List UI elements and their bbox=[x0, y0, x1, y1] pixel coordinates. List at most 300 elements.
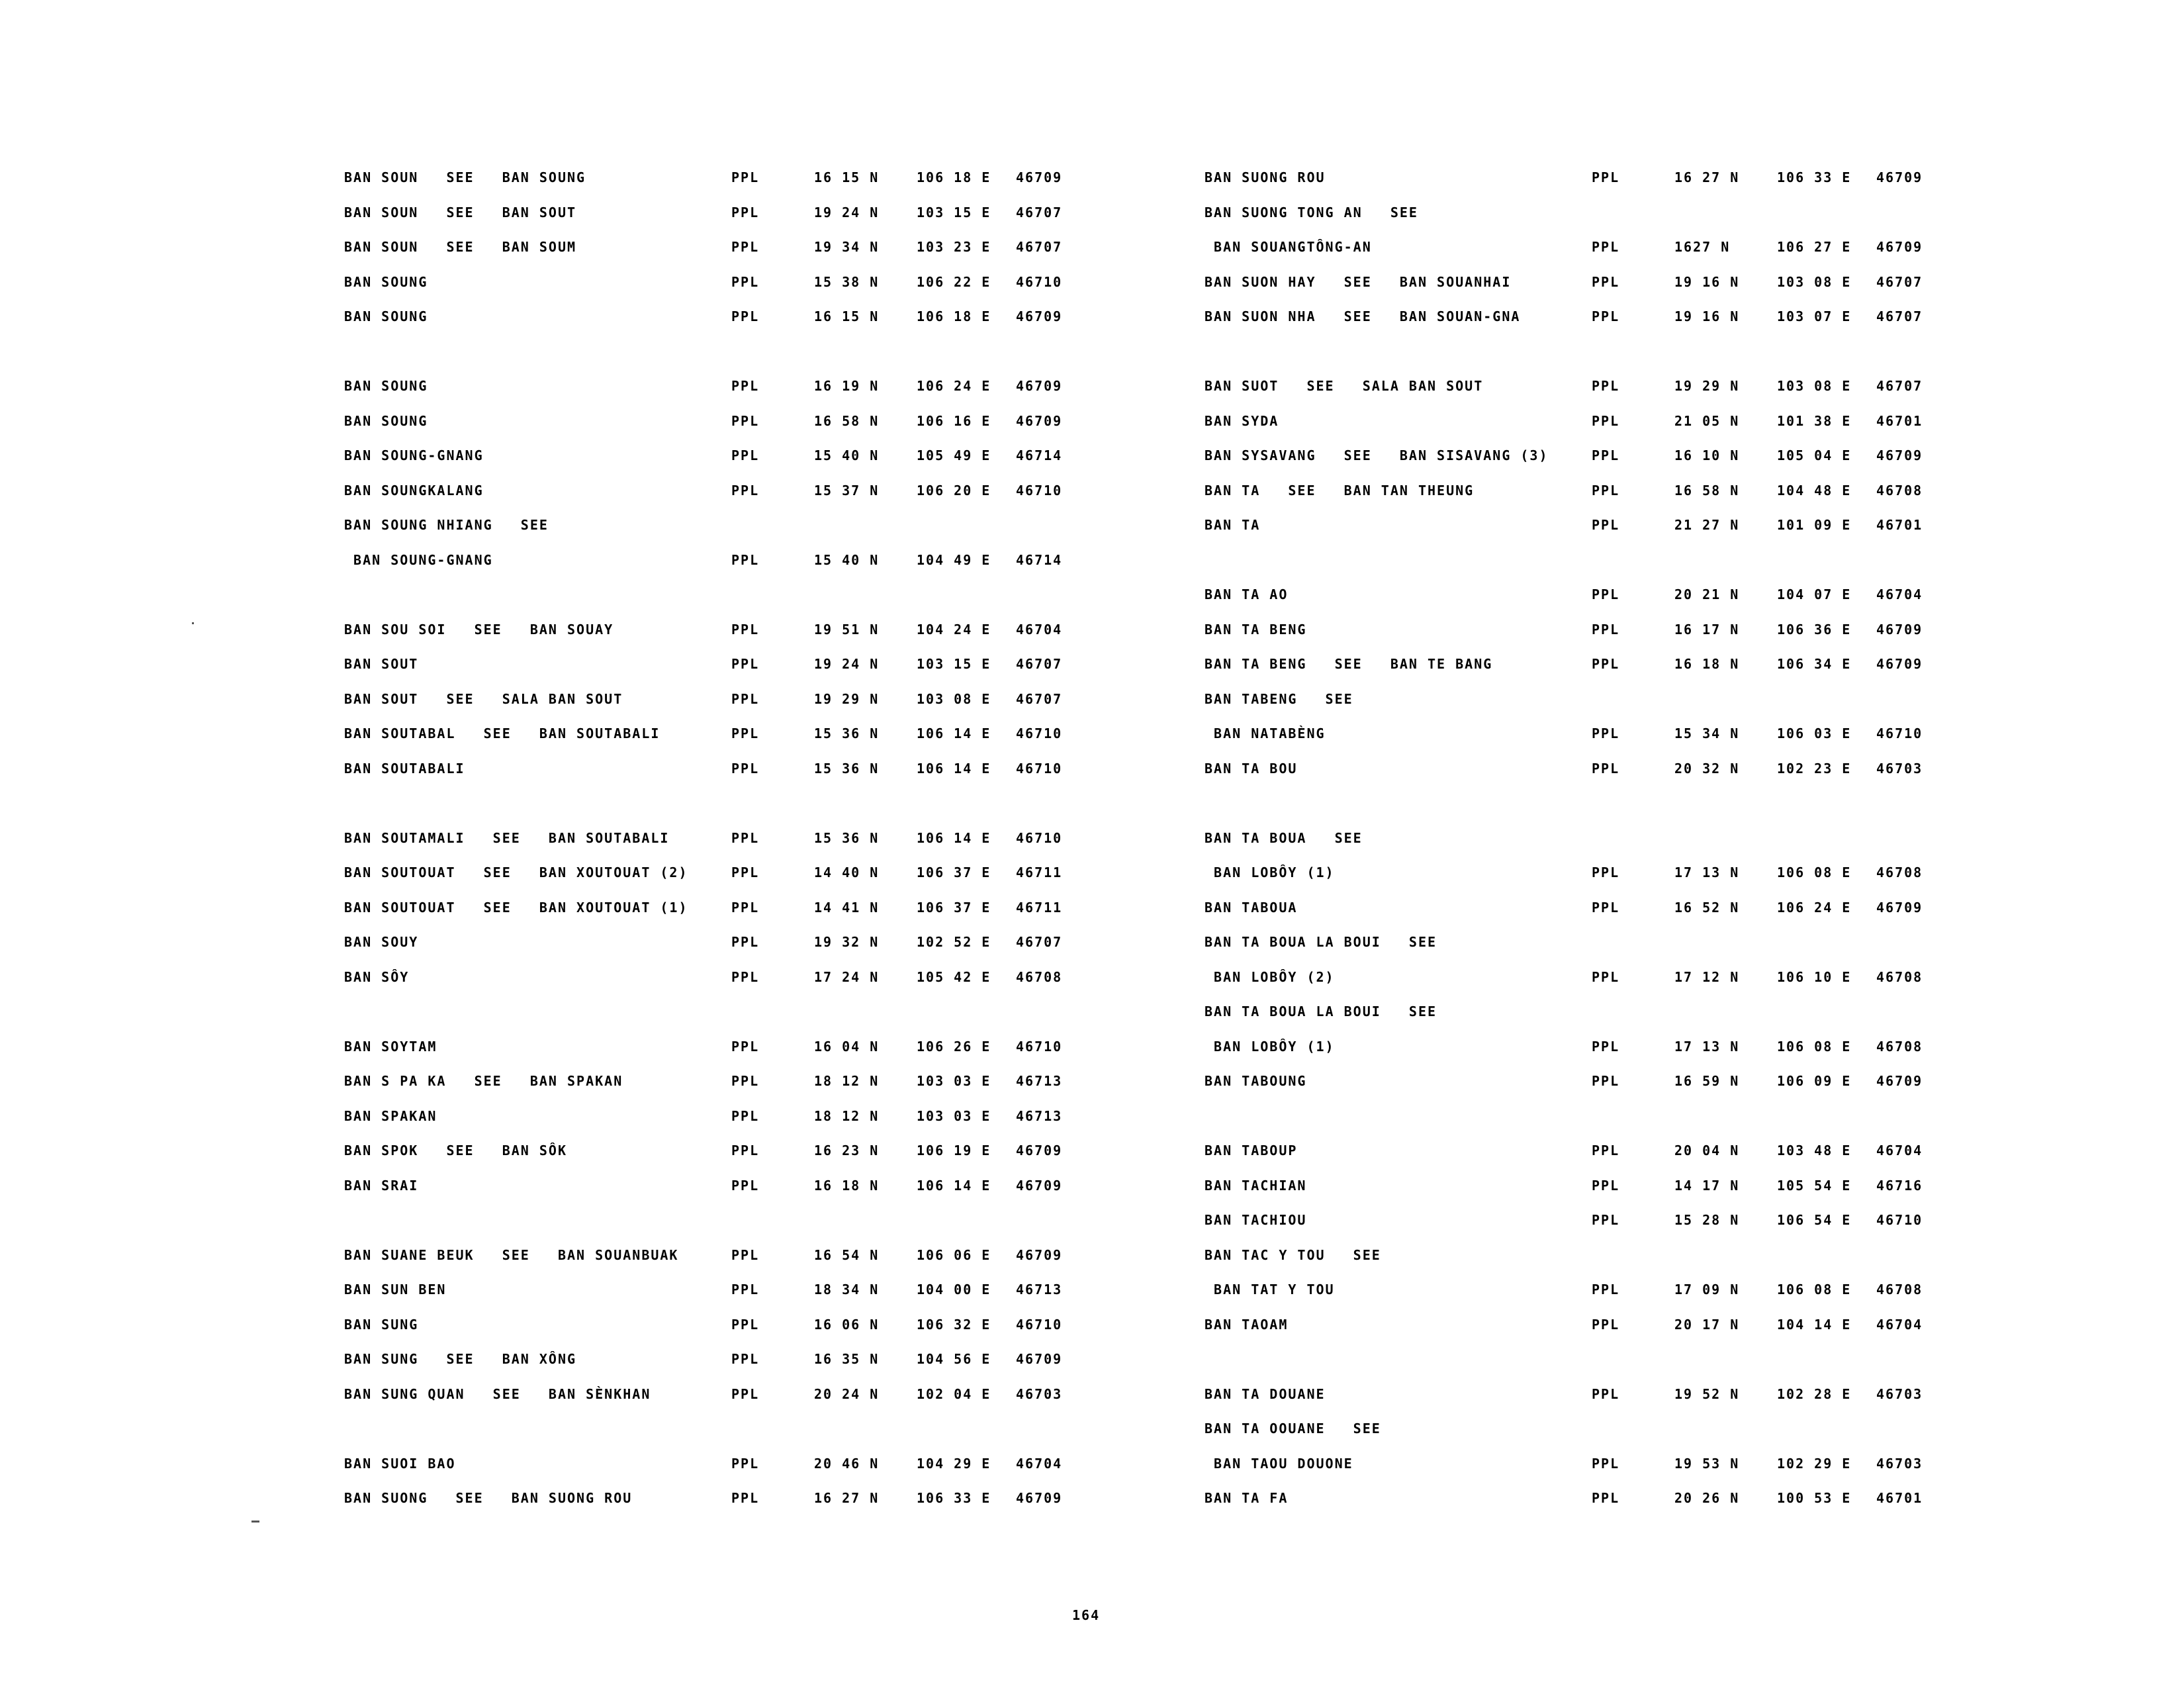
entry-name: BAN TACHIOU bbox=[1205, 1212, 1307, 1228]
entry-code: 46701 bbox=[1876, 412, 1923, 429]
entry-latitude: 16 59 N bbox=[1674, 1073, 1740, 1089]
entry-row bbox=[344, 900, 1165, 935]
entry-name: BAN SUN BEN bbox=[344, 1282, 447, 1297]
entry-latitude: 20 32 N bbox=[1674, 760, 1740, 776]
entry-name: BAN SPOK SEE BAN SÔK bbox=[344, 1143, 567, 1158]
entry-type: PPL bbox=[1592, 1490, 1620, 1506]
entry-latitude: 14 41 N bbox=[814, 899, 880, 915]
entry-row bbox=[1205, 1282, 2025, 1317]
entry-name: BAN SOUNG-GNANG bbox=[344, 447, 484, 463]
entry-latitude: 20 24 N bbox=[814, 1385, 880, 1402]
entry-longitude: 106 19 E bbox=[917, 1143, 991, 1158]
entry-type: PPL bbox=[731, 1073, 760, 1089]
entry-name: BAN SUON HAY SEE BAN SOUANHAI bbox=[1205, 273, 1512, 290]
entry-row bbox=[1205, 830, 2025, 865]
entry-row bbox=[344, 517, 1165, 552]
entry-latitude: 16 58 N bbox=[1674, 482, 1740, 498]
entry-name: BAN TAOAM bbox=[1205, 1316, 1289, 1333]
entry-type: PPL bbox=[731, 1143, 760, 1158]
entry-type: PPL bbox=[731, 482, 760, 498]
entry-name: BAN LOBÔY (1) bbox=[1205, 865, 1335, 880]
entry-name: BAN TA BOU bbox=[1205, 760, 1298, 776]
entry-row bbox=[1205, 1178, 2025, 1213]
entry-row bbox=[1205, 761, 2025, 796]
entry-longitude: 106 27 E bbox=[1777, 239, 1852, 255]
entry-name: BAN TA OOUANE SEE bbox=[1205, 1421, 1381, 1436]
entry-longitude: 106 32 E bbox=[917, 1316, 991, 1333]
entry-row bbox=[344, 169, 1165, 205]
entry-type: PPL bbox=[1592, 968, 1620, 985]
entry-row bbox=[344, 1456, 1165, 1491]
entry-name: BAN SUONG SEE BAN SUONG ROU bbox=[344, 1490, 633, 1506]
entry-row bbox=[344, 726, 1165, 761]
entry-latitude: 17 13 N bbox=[1674, 865, 1740, 880]
entry-row bbox=[1205, 239, 2025, 274]
entry-row bbox=[344, 1178, 1165, 1213]
entry-name: BAN SOYTAM bbox=[344, 1038, 437, 1055]
row-spacer bbox=[1205, 795, 2025, 830]
entry-row bbox=[1205, 1421, 2025, 1456]
entry-type: PPL bbox=[1592, 621, 1620, 637]
entry-longitude: 104 07 E bbox=[1777, 586, 1852, 602]
entry-latitude: 18 12 N bbox=[814, 1107, 880, 1124]
entry-longitude: 106 18 E bbox=[917, 169, 991, 185]
entry-type: PPL bbox=[731, 865, 760, 880]
entry-latitude: 19 16 N bbox=[1674, 308, 1740, 324]
entry-code: 46708 bbox=[1016, 968, 1063, 985]
entry-row bbox=[344, 1490, 1165, 1525]
entry-latitude: 15 36 N bbox=[814, 726, 880, 741]
entry-latitude: 17 12 N bbox=[1674, 968, 1740, 985]
entry-name: BAN SOUNG bbox=[344, 378, 428, 394]
entry-longitude: 106 24 E bbox=[917, 378, 991, 394]
entry-name: BAN TABENG SEE bbox=[1205, 690, 1353, 707]
entry-type: PPL bbox=[1592, 482, 1620, 498]
entry-code: 46709 bbox=[1016, 378, 1063, 394]
entry-latitude: 19 29 N bbox=[1674, 378, 1740, 394]
entry-row bbox=[1205, 517, 2025, 552]
entry-longitude: 106 10 E bbox=[1777, 968, 1852, 985]
entry-type: PPL bbox=[731, 308, 760, 324]
entry-latitude: 20 26 N bbox=[1674, 1490, 1740, 1506]
entry-row bbox=[344, 830, 1165, 865]
entry-row bbox=[1205, 1073, 2025, 1108]
entry-latitude: 15 34 N bbox=[1674, 726, 1740, 741]
entry-longitude: 103 48 E bbox=[1777, 1143, 1852, 1158]
entry-type: PPL bbox=[731, 273, 760, 290]
entry-longitude: 106 14 E bbox=[917, 760, 991, 776]
entry-code: 46708 bbox=[1876, 482, 1923, 498]
entry-longitude: 101 38 E bbox=[1777, 412, 1852, 429]
entry-code: 46709 bbox=[1876, 656, 1923, 672]
entry-longitude: 104 56 E bbox=[917, 1351, 991, 1367]
entry-name: BAN SPAKAN bbox=[344, 1107, 437, 1124]
entry-name: BAN TACHIAN bbox=[1205, 1177, 1307, 1194]
entry-longitude: 102 52 E bbox=[917, 934, 991, 950]
entry-code: 46704 bbox=[1876, 1316, 1923, 1333]
entry-latitude: 16 19 N bbox=[814, 378, 880, 394]
entry-row bbox=[344, 622, 1165, 657]
entry-code: 46704 bbox=[1876, 1143, 1923, 1158]
entry-row bbox=[1205, 413, 2025, 448]
entry-code: 46708 bbox=[1876, 1282, 1923, 1297]
entry-row bbox=[1205, 726, 2025, 761]
entry-code: 46704 bbox=[1016, 621, 1063, 637]
entry-row bbox=[344, 308, 1165, 344]
row-spacer bbox=[344, 1421, 1165, 1456]
entry-longitude: 103 08 E bbox=[917, 690, 991, 707]
entry-latitude: 16 18 N bbox=[814, 1177, 880, 1194]
entry-code: 46710 bbox=[1016, 482, 1063, 498]
entry-name: BAN TA BOUA SEE bbox=[1205, 829, 1363, 846]
entry-type: PPL bbox=[731, 1246, 760, 1263]
entry-latitude: 16 23 N bbox=[814, 1143, 880, 1158]
entry-code: 46708 bbox=[1876, 968, 1923, 985]
entry-code: 46711 bbox=[1016, 899, 1063, 915]
entry-type: PPL bbox=[1592, 308, 1620, 324]
entry-latitude: 16 54 N bbox=[814, 1246, 880, 1263]
entry-code: 46713 bbox=[1016, 1073, 1063, 1089]
entry-longitude: 104 00 E bbox=[917, 1282, 991, 1297]
entry-latitude: 1627 N bbox=[1674, 239, 1731, 255]
entry-type: PPL bbox=[1592, 1073, 1620, 1089]
entry-row bbox=[1205, 865, 2025, 900]
entry-longitude: 106 09 E bbox=[1777, 1073, 1852, 1089]
entry-type: PPL bbox=[731, 551, 760, 568]
row-spacer bbox=[1205, 552, 2025, 587]
entry-latitude: 18 34 N bbox=[814, 1282, 880, 1297]
entry-latitude: 16 10 N bbox=[1674, 447, 1740, 463]
entry-row bbox=[344, 205, 1165, 240]
entry-name: BAN SOUNGKALANG bbox=[344, 482, 484, 498]
entry-name: BAN TA bbox=[1205, 517, 1261, 533]
entry-name: BAN TA BENG SEE BAN TE BANG bbox=[1205, 656, 1493, 672]
entry-code: 46710 bbox=[1016, 760, 1063, 776]
entry-type: PPL bbox=[1592, 447, 1620, 463]
entry-longitude: 103 07 E bbox=[1777, 308, 1852, 324]
entry-row bbox=[344, 378, 1165, 413]
entry-code: 46710 bbox=[1016, 273, 1063, 290]
entry-type: PPL bbox=[731, 1177, 760, 1194]
entry-name: BAN TAC Y TOU SEE bbox=[1205, 1246, 1381, 1263]
entry-row bbox=[344, 1386, 1165, 1421]
entry-longitude: 106 08 E bbox=[1777, 1282, 1852, 1297]
entry-type: PPL bbox=[731, 1351, 760, 1367]
entry-latitude: 16 18 N bbox=[1674, 656, 1740, 672]
entry-name: BAN SOUNG NHIANG SEE bbox=[344, 517, 549, 533]
entry-row bbox=[344, 691, 1165, 726]
entry-row bbox=[1205, 900, 2025, 935]
entry-name: BAN SUOI BAO bbox=[344, 1455, 456, 1472]
row-spacer bbox=[344, 344, 1165, 379]
entry-longitude: 106 03 E bbox=[1777, 726, 1852, 741]
entry-latitude: 15 37 N bbox=[814, 482, 880, 498]
entry-type: PPL bbox=[1592, 760, 1620, 776]
entry-latitude: 21 27 N bbox=[1674, 517, 1740, 533]
entry-row bbox=[344, 1039, 1165, 1074]
entry-code: 46713 bbox=[1016, 1282, 1063, 1297]
entry-type: PPL bbox=[1592, 899, 1620, 915]
entry-name: BAN SOUN SEE BAN SOUM bbox=[344, 239, 577, 255]
entry-row bbox=[1205, 483, 2025, 518]
entry-code: 46703 bbox=[1876, 760, 1923, 776]
entry-latitude: 20 04 N bbox=[1674, 1143, 1740, 1158]
entry-type: PPL bbox=[1592, 1455, 1620, 1472]
entry-code: 46703 bbox=[1876, 1455, 1923, 1472]
entry-type: PPL bbox=[731, 1107, 760, 1124]
entry-code: 46709 bbox=[1016, 1177, 1063, 1194]
entry-type: PPL bbox=[1592, 239, 1620, 255]
row-spacer bbox=[344, 1212, 1165, 1247]
entry-longitude: 106 08 E bbox=[1777, 1038, 1852, 1055]
entry-latitude: 16 27 N bbox=[814, 1490, 880, 1506]
entry-longitude: 106 26 E bbox=[917, 1038, 991, 1055]
entry-latitude: 14 40 N bbox=[814, 865, 880, 880]
entry-longitude: 106 37 E bbox=[917, 865, 991, 880]
entry-latitude: 16 15 N bbox=[814, 169, 880, 185]
entry-name: BAN SRAI bbox=[344, 1177, 419, 1194]
entry-type: PPL bbox=[1592, 865, 1620, 880]
entry-name: BAN SOUY bbox=[344, 934, 419, 950]
entry-name: BAN TAOU DOUONE bbox=[1205, 1455, 1353, 1472]
entry-row bbox=[1205, 1247, 2025, 1282]
entry-type: PPL bbox=[1592, 1282, 1620, 1297]
entry-longitude: 105 42 E bbox=[917, 968, 991, 985]
entry-row bbox=[344, 969, 1165, 1004]
entry-type: PPL bbox=[731, 899, 760, 915]
entry-name: BAN SUNG SEE BAN XÔNG bbox=[344, 1351, 577, 1367]
entry-row bbox=[344, 1073, 1165, 1108]
entry-name: BAN SOUTABALI bbox=[344, 760, 465, 776]
entry-latitude: 16 06 N bbox=[814, 1316, 880, 1333]
entry-code: 46710 bbox=[1016, 1038, 1063, 1055]
scan-speck bbox=[192, 622, 194, 624]
entry-type: PPL bbox=[1592, 1038, 1620, 1055]
entry-code: 46709 bbox=[1016, 1246, 1063, 1263]
entry-latitude: 19 34 N bbox=[814, 239, 880, 255]
entry-row bbox=[1205, 1386, 2025, 1421]
entry-latitude: 21 05 N bbox=[1674, 412, 1740, 429]
entry-row bbox=[344, 552, 1165, 587]
entry-row bbox=[1205, 447, 2025, 483]
entry-longitude: 106 36 E bbox=[1777, 621, 1852, 637]
entry-code: 46709 bbox=[1876, 169, 1923, 185]
entry-type: PPL bbox=[1592, 726, 1620, 741]
entry-longitude: 102 04 E bbox=[917, 1385, 991, 1402]
entry-code: 46709 bbox=[1876, 447, 1923, 463]
entry-longitude: 101 09 E bbox=[1777, 517, 1852, 533]
entry-name: BAN SUNG QUAN SEE BAN SÈNKHAN bbox=[344, 1385, 651, 1402]
entry-name: BAN SOUTABAL SEE BAN SOUTABALI bbox=[344, 726, 660, 741]
entry-name: BAN TABOUNG bbox=[1205, 1073, 1307, 1089]
entry-code: 46709 bbox=[1016, 1143, 1063, 1158]
entry-code: 46708 bbox=[1876, 865, 1923, 880]
entry-row bbox=[1205, 1456, 2025, 1491]
entry-row bbox=[1205, 274, 2025, 309]
entry-latitude: 19 53 N bbox=[1674, 1455, 1740, 1472]
entry-type: PPL bbox=[731, 621, 760, 637]
entry-code: 46710 bbox=[1016, 726, 1063, 741]
entry-type: PPL bbox=[731, 169, 760, 185]
row-spacer bbox=[1205, 1351, 2025, 1386]
entry-row bbox=[1205, 205, 2025, 240]
entry-longitude: 106 34 E bbox=[1777, 656, 1852, 672]
entry-longitude: 103 03 E bbox=[917, 1073, 991, 1089]
entry-code: 46708 bbox=[1876, 1038, 1923, 1055]
entry-name: BAN SOUNG bbox=[344, 308, 428, 324]
entry-row bbox=[1205, 378, 2025, 413]
entry-row bbox=[344, 239, 1165, 274]
entry-latitude: 15 40 N bbox=[814, 447, 880, 463]
entry-name: BAN S PA KA SEE BAN SPAKAN bbox=[344, 1073, 623, 1089]
entry-code: 46709 bbox=[1016, 169, 1063, 185]
entry-latitude: 17 24 N bbox=[814, 968, 880, 985]
entry-code: 46707 bbox=[1876, 378, 1923, 394]
entry-name: BAN SOUN SEE BAN SOUNG bbox=[344, 169, 586, 185]
entry-latitude: 16 17 N bbox=[1674, 621, 1740, 637]
entry-code: 46716 bbox=[1876, 1177, 1923, 1194]
entry-row bbox=[344, 274, 1165, 309]
entry-code: 46704 bbox=[1016, 1455, 1063, 1472]
entry-name: BAN SOUNG bbox=[344, 412, 428, 429]
entry-code: 46704 bbox=[1876, 586, 1923, 602]
entry-longitude: 106 33 E bbox=[1777, 169, 1852, 185]
entry-name: BAN SYSAVANG SEE BAN SISAVANG (3) bbox=[1205, 447, 1549, 463]
entry-name: BAN LOBÔY (2) bbox=[1205, 968, 1335, 985]
entry-row bbox=[1205, 308, 2025, 344]
entry-row bbox=[1205, 656, 2025, 691]
entry-longitude: 103 15 E bbox=[917, 656, 991, 672]
left-column bbox=[344, 169, 1165, 1525]
entry-longitude: 102 23 E bbox=[1777, 760, 1852, 776]
entry-longitude: 106 16 E bbox=[917, 412, 991, 429]
entry-row bbox=[344, 865, 1165, 900]
entry-type: PPL bbox=[731, 204, 760, 220]
entry-name: BAN TA FA bbox=[1205, 1490, 1289, 1506]
entry-type: PPL bbox=[1592, 1212, 1620, 1228]
row-spacer bbox=[344, 795, 1165, 830]
entry-name: BAN LOBÔY (1) bbox=[1205, 1038, 1335, 1055]
entry-row bbox=[1205, 1317, 2025, 1352]
entry-code: 46713 bbox=[1016, 1107, 1063, 1124]
entry-name: BAN SYDA bbox=[1205, 412, 1279, 429]
entry-longitude: 103 23 E bbox=[917, 239, 991, 255]
entry-longitude: 103 08 E bbox=[1777, 378, 1852, 394]
entry-type: PPL bbox=[731, 968, 760, 985]
entry-row bbox=[1205, 169, 2025, 205]
entry-type: PPL bbox=[731, 378, 760, 394]
entry-code: 46701 bbox=[1876, 517, 1923, 533]
entry-row bbox=[344, 1108, 1165, 1143]
entry-row bbox=[1205, 586, 2025, 622]
entry-name: BAN NATABÈNG bbox=[1205, 726, 1326, 741]
entry-name: BAN SUONG TONG AN SEE bbox=[1205, 204, 1418, 220]
entry-code: 46707 bbox=[1016, 204, 1063, 220]
entry-code: 46709 bbox=[1876, 239, 1923, 255]
entry-longitude: 106 14 E bbox=[917, 829, 991, 846]
entry-type: PPL bbox=[1592, 1316, 1620, 1333]
entry-code: 46707 bbox=[1016, 934, 1063, 950]
entry-latitude: 19 16 N bbox=[1674, 273, 1740, 290]
entry-type: PPL bbox=[1592, 586, 1620, 602]
entry-name: BAN TA BENG bbox=[1205, 621, 1307, 637]
entry-code: 46709 bbox=[1016, 1351, 1063, 1367]
entry-row bbox=[1205, 934, 2025, 969]
entry-latitude: 19 51 N bbox=[814, 621, 880, 637]
entry-longitude: 105 54 E bbox=[1777, 1177, 1852, 1194]
entry-latitude: 19 24 N bbox=[814, 204, 880, 220]
entry-type: PPL bbox=[731, 829, 760, 846]
entry-latitude: 14 17 N bbox=[1674, 1177, 1740, 1194]
row-spacer bbox=[344, 1004, 1165, 1039]
entry-code: 46709 bbox=[1876, 899, 1923, 915]
entry-code: 46709 bbox=[1016, 308, 1063, 324]
entry-longitude: 104 24 E bbox=[917, 621, 991, 637]
entry-name: BAN TA DOUANE bbox=[1205, 1385, 1326, 1402]
entry-longitude: 106 14 E bbox=[917, 726, 991, 741]
entry-latitude: 15 40 N bbox=[814, 551, 880, 568]
entry-latitude: 20 21 N bbox=[1674, 586, 1740, 602]
entry-code: 46707 bbox=[1876, 273, 1923, 290]
entry-latitude: 17 13 N bbox=[1674, 1038, 1740, 1055]
entry-row bbox=[344, 934, 1165, 969]
entry-code: 46703 bbox=[1016, 1385, 1063, 1402]
entry-row bbox=[344, 761, 1165, 796]
entry-latitude: 16 52 N bbox=[1674, 899, 1740, 915]
entry-name: BAN SOUANGTÔNG-AN bbox=[1205, 239, 1372, 255]
entry-row bbox=[1205, 1039, 2025, 1074]
entry-type: PPL bbox=[731, 1282, 760, 1297]
entry-longitude: 106 14 E bbox=[917, 1177, 991, 1194]
entry-name: BAN SUANE BEUK SEE BAN SOUANBUAK bbox=[344, 1246, 679, 1263]
entry-longitude: 106 54 E bbox=[1777, 1212, 1852, 1228]
entry-row bbox=[344, 447, 1165, 483]
entry-type: PPL bbox=[731, 239, 760, 255]
entry-code: 46707 bbox=[1876, 308, 1923, 324]
entry-name: BAN SUONG ROU bbox=[1205, 169, 1326, 185]
entry-code: 46710 bbox=[1876, 726, 1923, 741]
entry-longitude: 102 28 E bbox=[1777, 1385, 1852, 1402]
entry-name: BAN TABOUA bbox=[1205, 899, 1298, 915]
entry-latitude: 15 38 N bbox=[814, 273, 880, 290]
entry-longitude: 105 04 E bbox=[1777, 447, 1852, 463]
entry-code: 46709 bbox=[1876, 1073, 1923, 1089]
entry-code: 46709 bbox=[1016, 1490, 1063, 1506]
entry-row bbox=[1205, 1490, 2025, 1525]
entry-code: 46707 bbox=[1016, 239, 1063, 255]
entry-type: PPL bbox=[731, 1038, 760, 1055]
entry-latitude: 19 29 N bbox=[814, 690, 880, 707]
entry-code: 46707 bbox=[1016, 656, 1063, 672]
entry-latitude: 18 12 N bbox=[814, 1073, 880, 1089]
entry-name: BAN SOUTOUAT SEE BAN XOUTOUAT (1) bbox=[344, 899, 688, 915]
entry-longitude: 103 15 E bbox=[917, 204, 991, 220]
entry-longitude: 100 53 E bbox=[1777, 1490, 1852, 1506]
entry-latitude: 19 24 N bbox=[814, 656, 880, 672]
entry-name: BAN TAT Y TOU bbox=[1205, 1282, 1335, 1297]
entry-type: PPL bbox=[1592, 412, 1620, 429]
entry-code: 46714 bbox=[1016, 551, 1063, 568]
entry-code: 46711 bbox=[1016, 865, 1063, 880]
entry-longitude: 104 48 E bbox=[1777, 482, 1852, 498]
entry-longitude: 106 18 E bbox=[917, 308, 991, 324]
row-spacer bbox=[344, 586, 1165, 622]
entry-type: PPL bbox=[731, 760, 760, 776]
entry-name: BAN SUOT SEE SALA BAN SOUT bbox=[1205, 378, 1484, 394]
entry-type: PPL bbox=[731, 1455, 760, 1472]
entry-name: BAN SOUT SEE SALA BAN SOUT bbox=[344, 690, 623, 707]
entry-code: 46707 bbox=[1016, 690, 1063, 707]
